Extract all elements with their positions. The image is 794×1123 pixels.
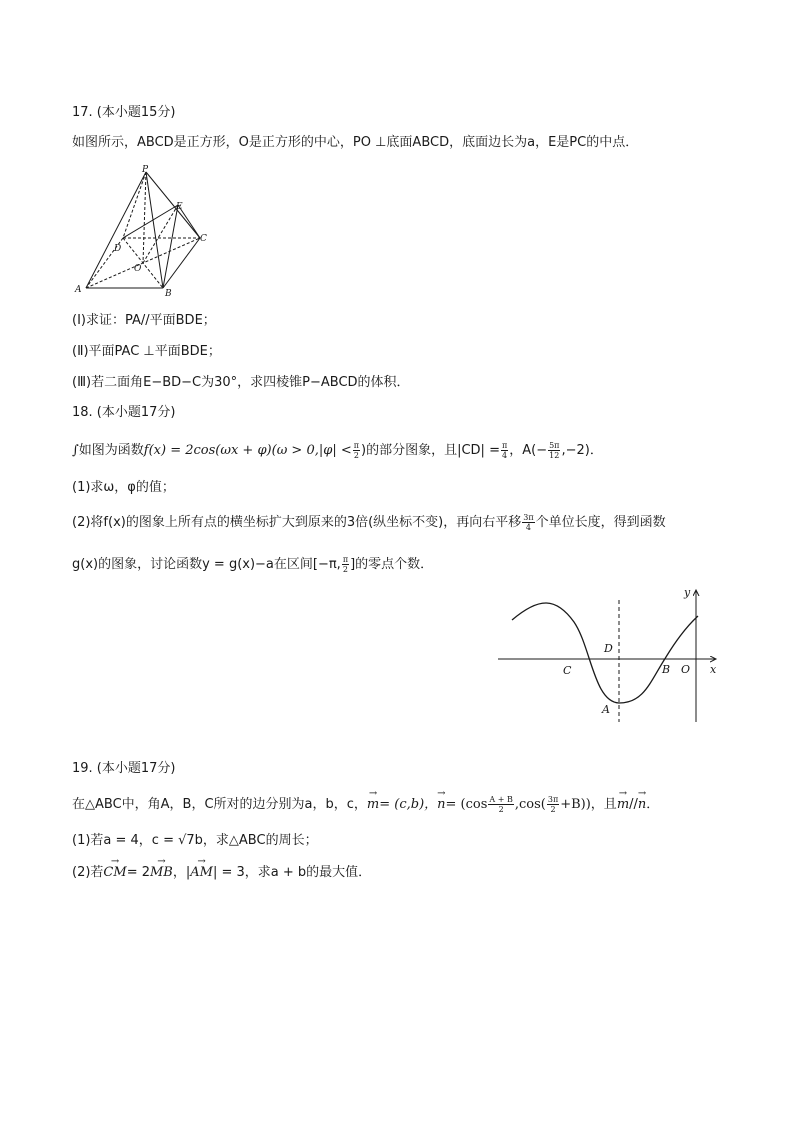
integral-icon: ∫ (72, 443, 79, 458)
label-B: B (165, 289, 172, 299)
graph-label-C: C (563, 664, 572, 677)
label-E: E (176, 202, 183, 212)
label-P: P (142, 165, 149, 175)
q19-stem: 在△ABC中，角A，B，C所对的边分别为a，b，c，→ m= (c,b)，→ n= (cos $\frac{A + B}{2}$ ,cos( $\frac{3\pi}{2}$ +B))，且→ m//→ n． (72, 795, 659, 814)
frac-3pi-4: $\frac{3\pi}{4}$ (523, 513, 534, 532)
graph-label-y: y (684, 586, 691, 599)
label-O: O (134, 264, 142, 274)
vector-MB: → MB (150, 864, 173, 882)
vector-CM: → CM (103, 864, 126, 882)
q17-part2: (Ⅱ)平面PAC ⊥平面BDE； (72, 344, 221, 359)
q19-header: 19. (本小题17分) (72, 761, 176, 776)
pyramid-figure (70, 162, 220, 302)
q17-stem: 如图所示，ABCD是正方形，O是正方形的中心，PO ⊥底面ABCD，底面边长为a，E是PC的中点． (72, 135, 639, 150)
label-D: D (114, 244, 122, 254)
label-A: A (75, 285, 82, 295)
q17-header: 17. (本小题15分) (72, 105, 176, 120)
q18-header: 18. (本小题17分) (72, 405, 176, 420)
graph-label-x: x (710, 663, 717, 676)
graph-label-B: B (662, 663, 671, 676)
graph-label-D: D (604, 642, 613, 655)
vector-n-2: → n (638, 796, 646, 814)
vector-AM: → AM (190, 864, 213, 882)
frac-pi-2b: $\frac{\pi}{2}$ (342, 555, 349, 574)
vector-m: → m (367, 796, 379, 814)
q18-part1: (1)求ω，φ的值； (72, 480, 175, 495)
q17-part3: (Ⅲ)若二面角E−BD−C为30°，求四棱锥P−ABCD的体积． (72, 375, 410, 390)
label-C: C (200, 234, 207, 244)
vector-m-2: → m (617, 796, 629, 814)
frac-A-plus-B-2: $\frac{A + B}{2}$ (489, 795, 513, 814)
q19-part1: (1)若a = 4，c = √7b，求△ABC的周长； (72, 833, 318, 848)
q18-part2-line1: (2)将f(x)的图象上所有点的横坐标扩大到原来的3倍(纵坐标不变)，再向右平移 $\frac{3\pi}{4}$ 个单位长度，得到函数 (72, 513, 666, 532)
q18-part2-line2: g(x)的图象，讨论函数y = g(x)−a在区间[−π, $\frac{\pi}{2}$ ]的零点个数． (72, 555, 434, 574)
q19-part2: (2)若→ CM= 2→ MB，|→ AM| = 3，求a + b的最大值． (72, 864, 371, 882)
vector-n: → n (437, 796, 445, 814)
q18-stem: ∫如图为函数f(x) = 2cos(ωx + φ)(ω > 0,|φ| < $\frac{\pi}{2}$ )的部分图象，且|CD| = $\frac{\pi}{4}$ ，A(− $\frac{5\pi}{12}$ ,−2)． (72, 441, 603, 460)
frac-5pi-12: $\frac{5\pi}{12}$ (549, 441, 560, 460)
q17-part1: (Ⅰ)求证：PA//平面BDE； (72, 313, 216, 328)
frac-pi-4: $\frac{\pi}{4}$ (501, 441, 508, 460)
graph-label-A: A (602, 703, 610, 716)
frac-pi-2: $\frac{\pi}{2}$ (353, 441, 360, 460)
cosine-graph (494, 582, 726, 728)
frac-3pi-2: $\frac{3\pi}{2}$ (547, 795, 559, 814)
graph-label-O: O (681, 663, 691, 676)
